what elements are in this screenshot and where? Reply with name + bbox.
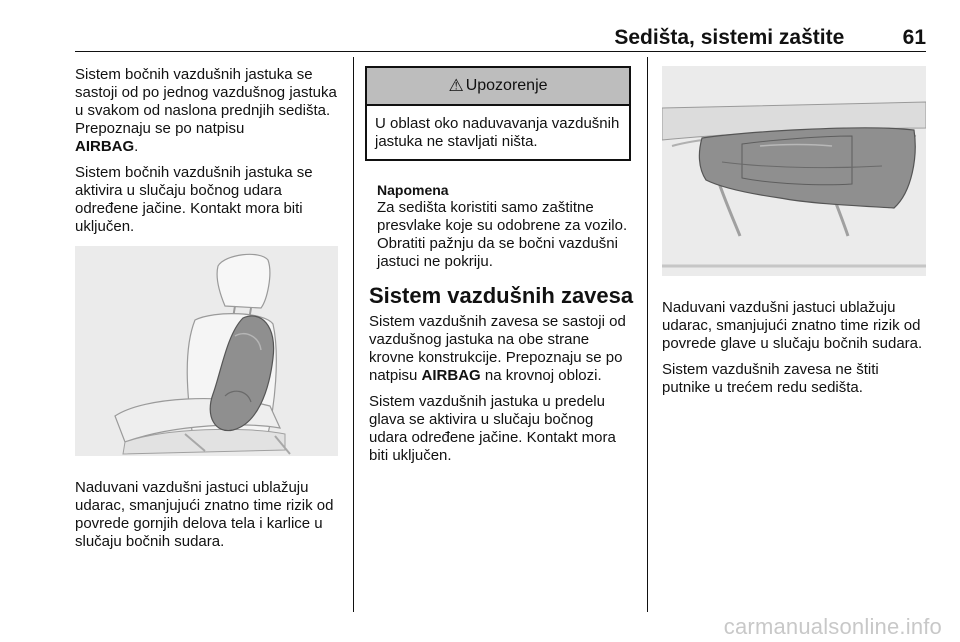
warning-icon: ⚠ <box>448 76 464 95</box>
note-title: Napomena <box>377 182 449 198</box>
column-3 <box>662 66 928 405</box>
note-block <box>377 181 635 271</box>
page-header <box>560 26 926 50</box>
header-title: Sedišta, sistemi zaštite <box>614 26 845 49</box>
curtain-airbag-caption: Naduvani vazdušni jastuci ublažuju udarac, smanjujući znatno time rizik od povrede glave u slučaju bočnih sudara. <box>662 299 923 352</box>
warning-title: Upozorenje <box>465 77 548 94</box>
curtain-airbag-intro: Sistem vazdušnih zavesa se sastoji od vazdušnog jastuka na obe strane krovne konstrukcije. Prepoznaju se po natpisu AIRBAG na krovnoj oblozi. <box>369 313 626 384</box>
curtain-airbag-activation: Sistem vazdušnih jastuka u predelu glava se aktivira u slučaju bočnog udara određene jačine. Kontakt mora biti uključen. <box>369 393 616 464</box>
note-text: Za sedišta koristiti samo zaštitne presvlake koje su odobrene za vozilo. Obratiti pažnju da se bočni vazdušni jastuci ne pokriju. <box>377 199 628 270</box>
side-airbag-activation: Sistem bočnih vazdušnih jastuka se aktivira u slučaju bočnog udara određene jačine. Kontakt mora biti uključen. <box>75 164 313 235</box>
warning-box <box>365 66 631 161</box>
warning-header <box>367 68 629 106</box>
watermark: carmanualsonline.info <box>723 614 942 639</box>
side-airbag-intro: Sistem bočnih vazdušnih jastuka se sastoji od po jednog vazdušnog jastuka u svakom od naslona prednjih sedišta. Prepoznaju se po natpisu AIRBAG. <box>75 66 337 155</box>
airbag-label: AIRBAG <box>421 367 481 384</box>
column-2 <box>369 66 635 473</box>
airbag-label: AIRBAG <box>75 138 135 155</box>
page-number: 61 <box>902 26 926 49</box>
section-heading: Sistem vazdušnih zavesa <box>369 283 634 308</box>
curtain-airbag-illustration <box>662 66 926 276</box>
warning-text: U oblast oko naduvavanja vazdušnih jastuka ne stavljati ništa. <box>375 115 620 150</box>
column-divider-2 <box>647 57 648 612</box>
header-rule <box>75 51 926 52</box>
column-1 <box>75 66 343 559</box>
seat-airbag-illustration <box>75 246 338 456</box>
column-divider-1 <box>353 57 354 612</box>
side-airbag-caption: Naduvani vazdušni jastuci ublažuju udarac, smanjujući znatno time rizik od povrede gornjih delova tela i karlice u slučaju bočnih sudara. <box>75 479 334 550</box>
curtain-airbag-limitation: Sistem vazdušnih zavesa ne štiti putnike u trećem redu sedišta. <box>662 361 879 396</box>
